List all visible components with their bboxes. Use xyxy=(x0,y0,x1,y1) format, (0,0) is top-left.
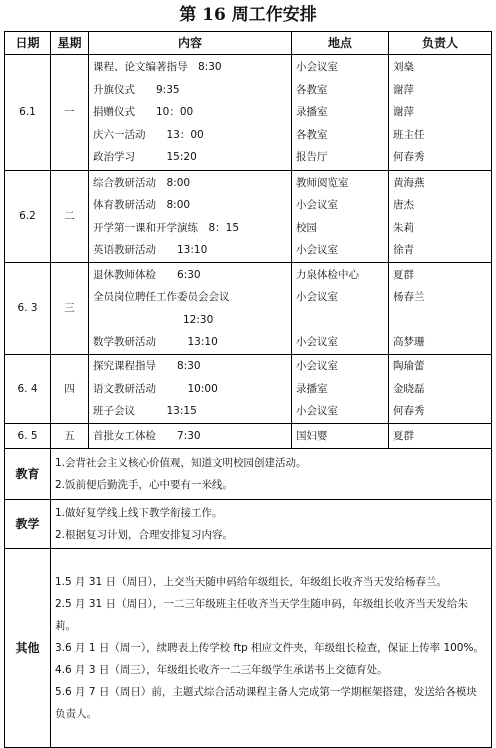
person-line: 杨春兰 xyxy=(393,291,425,303)
person-line: 刘燊 xyxy=(393,61,414,74)
content-line: 退休教师体检 6:30 xyxy=(93,268,201,281)
place-line: 录播室 xyxy=(296,106,328,119)
person-line: 谢萍 xyxy=(393,106,414,119)
place-line: 小会议室 xyxy=(296,405,338,418)
content-line: 语文教研活动 10:00 xyxy=(93,382,218,395)
content-line: 12:30 xyxy=(183,313,214,326)
place-cell xyxy=(292,355,389,424)
note-line: 1.做好复学线上线下教学衔接工作。 xyxy=(55,507,223,519)
weekday-cell: 五 xyxy=(51,424,89,449)
person-line: 金晓磊 xyxy=(393,382,425,395)
table-row xyxy=(5,263,492,355)
header-person: 负责人 xyxy=(389,32,492,55)
note-line: 4.6 月 3 日（周三），年级组长收齐一二三年级学生承诺书上交德育处。 xyxy=(55,664,388,676)
place-line: 小会议室 xyxy=(296,291,338,303)
note-line: 3.6 月 1 日（周一），续聘表上传学校 ftp 相应文件夹，年级组长检查，保证上传率 100%。 xyxy=(55,642,484,654)
content-line: 升旗仪式 9:35 xyxy=(93,83,180,96)
person-cell xyxy=(389,171,492,263)
content-line: 开学第一课和开学演练 8：15 xyxy=(93,221,240,234)
notes-row xyxy=(5,549,492,748)
date-cell: 6.1 xyxy=(5,55,51,171)
note-line: 5.6 月 7 日（周日）前，主题式综合活动课程主备人完成第一学期框架搭建，发送给各模块负责人。 xyxy=(55,686,477,720)
date-cell: 6. 3 xyxy=(5,263,51,355)
spacer xyxy=(393,309,491,332)
header-place: 地点 xyxy=(292,32,389,55)
person-line: 夏群 xyxy=(393,268,414,281)
note-line: 2.根据复习计划，合理安排复习内容。 xyxy=(55,529,234,541)
content-line: 班子会议 13:15 xyxy=(93,405,197,418)
person-cell xyxy=(389,55,492,171)
table-row xyxy=(5,55,492,171)
content-line: 捐赠仪式 10：00 xyxy=(93,106,194,119)
notes-cell xyxy=(51,549,492,748)
place-line: 小会议室 xyxy=(296,244,338,256)
person-line: 黄海燕 xyxy=(393,176,425,189)
note-line: 2.饭前便后勤洗手，心中要有一米线。 xyxy=(55,479,234,491)
header-weekday: 星期 xyxy=(51,32,89,55)
content-line: 体育教研活动 8:00 xyxy=(93,199,191,211)
person-line: 夏群 xyxy=(393,429,414,442)
person-line: 徐青 xyxy=(393,244,414,256)
content-cell xyxy=(89,55,292,171)
person-line: 何春秀 xyxy=(393,405,425,418)
notes-cell xyxy=(51,500,492,549)
notes-cell xyxy=(51,449,492,500)
content-line: 政治学习 15:20 xyxy=(93,151,197,164)
person-line: 班主任 xyxy=(393,128,425,141)
place-line: 小会议室 xyxy=(296,61,338,74)
content-line: 探究课程指导 8:30 xyxy=(93,360,201,373)
content-cell xyxy=(89,263,292,355)
person-line: 陶瑜蕾 xyxy=(393,360,425,373)
schedule-table xyxy=(4,31,492,748)
place-line: 力泉体检中心 xyxy=(296,268,359,281)
place-line: 各教室 xyxy=(296,83,328,96)
place-cell xyxy=(292,424,389,449)
content-line: 课程、论文编著指导 8:30 xyxy=(93,61,222,74)
content-line: 英语教研活动 13:10 xyxy=(93,244,208,256)
weekday-cell: 三 xyxy=(51,263,89,355)
person-line: 何春秀 xyxy=(393,151,425,164)
place-line: 录播室 xyxy=(296,382,328,395)
date-cell: 6.2 xyxy=(5,171,51,263)
place-line: 小会议室 xyxy=(296,336,338,348)
person-line: 谢萍 xyxy=(393,83,414,96)
person-cell xyxy=(389,424,492,449)
place-line: 各教室 xyxy=(296,128,328,141)
content-cell xyxy=(89,355,292,424)
person-line: 朱莉 xyxy=(393,221,414,234)
spacer xyxy=(296,309,388,332)
content-line: 数学教研活动 13:10 xyxy=(93,336,218,348)
person-line: 高梦珊 xyxy=(393,336,425,348)
notes-label: 其他 xyxy=(5,549,51,748)
place-cell xyxy=(292,171,389,263)
place-line: 国妇婴 xyxy=(296,429,328,442)
page-title: 第 16 周工作安排 xyxy=(179,5,317,25)
note-line: 1.会背社会主义核心价值观，知道文明校园创建活动。 xyxy=(55,457,307,469)
person-cell xyxy=(389,263,492,355)
content-line: 综合教研活动 8:00 xyxy=(93,176,191,189)
notes-label: 教育 xyxy=(5,449,51,500)
note-line: 1.5 月 31 日（周日），上交当天随申码给年级组长，年级组长收齐当天发给杨春兰。 xyxy=(55,576,447,588)
place-line: 报告厅 xyxy=(296,151,328,164)
place-cell xyxy=(292,55,389,171)
place-cell xyxy=(292,263,389,355)
person-line: 唐杰 xyxy=(393,199,414,211)
place-line: 小会议室 xyxy=(296,199,338,211)
header-date: 日期 xyxy=(5,32,51,55)
table-row xyxy=(5,171,492,263)
notes-label: 教学 xyxy=(5,500,51,549)
weekday-cell: 四 xyxy=(51,355,89,424)
content-line: 全员岗位聘任工作委员会会议 xyxy=(93,291,230,303)
content-cell xyxy=(89,171,292,263)
notes-row xyxy=(5,449,492,500)
table-row xyxy=(5,355,492,424)
place-line: 教师阅览室 xyxy=(296,176,349,189)
date-cell: 6. 5 xyxy=(5,424,51,449)
place-line: 小会议室 xyxy=(296,360,338,373)
weekday-cell: 二 xyxy=(51,171,89,263)
person-cell xyxy=(389,355,492,424)
table-row xyxy=(5,424,492,449)
weekday-cell: 一 xyxy=(51,55,89,171)
header-content: 内容 xyxy=(89,32,292,55)
content-line: 庆六一活动 13：00 xyxy=(93,128,204,141)
note-line: 2.5 月 31 日（周日），一二三年级班主任收齐当天学生随申码，年级组长收齐当天发给朱莉。 xyxy=(55,598,468,632)
content-cell xyxy=(89,424,292,449)
notes-row xyxy=(5,500,492,549)
header-row xyxy=(5,32,492,55)
date-cell: 6. 4 xyxy=(5,355,51,424)
place-line: 校园 xyxy=(296,221,317,234)
content-line: 首批女工体检 7:30 xyxy=(93,429,201,442)
